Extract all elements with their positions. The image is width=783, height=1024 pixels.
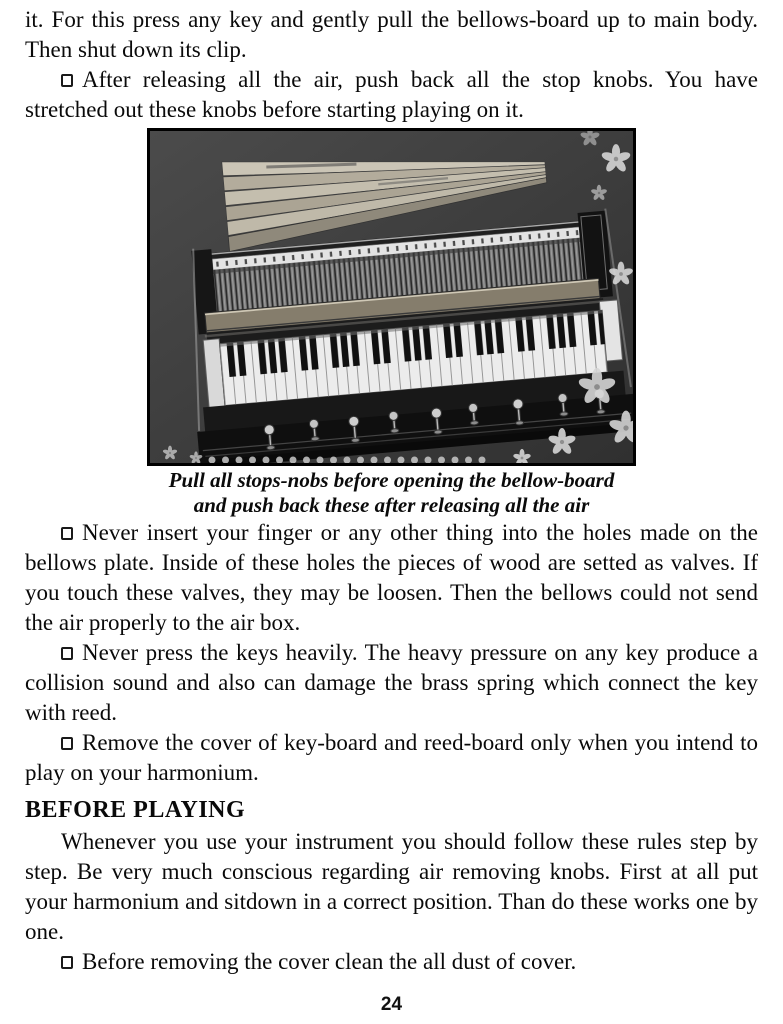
paragraph-bulleted bbox=[25, 518, 758, 638]
caption-line-1: Pull all stops-nobs before opening the bellow-board bbox=[168, 468, 615, 492]
square-bullet-icon bbox=[61, 527, 73, 540]
page-number: 24 bbox=[380, 994, 403, 1015]
paragraph-bulleted bbox=[25, 638, 758, 728]
paragraph-bulleted bbox=[25, 728, 758, 788]
harmonium-figure bbox=[147, 128, 636, 518]
square-bullet-icon bbox=[61, 647, 73, 660]
paragraph-text: Remove the cover of key-board and reed-board only when you intend to play on your harmonium. bbox=[25, 730, 758, 785]
paragraph-text: After releasing all the air, push back all the stop knobs. You have stretched out these knobs before starting playing on it. bbox=[25, 67, 758, 122]
paragraph-continuation: it. For this press any key and gently pull the bellows-board up to main body. Then shut down its clip. bbox=[25, 7, 758, 62]
paragraph-bulleted bbox=[25, 947, 758, 977]
square-bullet-icon bbox=[61, 956, 73, 969]
harmonium-photo bbox=[147, 128, 636, 466]
section-heading-before-playing: BEFORE PLAYING bbox=[25, 797, 246, 823]
figure-caption bbox=[147, 468, 636, 518]
square-bullet-icon bbox=[61, 74, 73, 87]
paragraph: Whenever you use your instrument you should follow these rules step by step. Be very much conscious regarding air removing knobs. First at all put your harmonium and sitdown in a correct position. Than do these works one by one. bbox=[25, 829, 758, 944]
paragraph-text: Never press the keys heavily. The heavy pressure on any key produce a collision sound and also can damage the brass spring which connect the key with reed. bbox=[25, 640, 758, 725]
paragraph-bulleted bbox=[25, 65, 758, 125]
paragraph-text: Before removing the cover clean the all dust of cover. bbox=[82, 949, 577, 974]
square-bullet-icon bbox=[61, 737, 73, 750]
caption-line-2: and push back these after releasing all the air bbox=[193, 493, 590, 517]
paragraph-text: Never insert your finger or any other thing into the holes made on the bellows plate. Inside of these holes the pieces of wood are setted as valves. If you touch these valves, they may be loosen. Then the bellows could not send the air properly to the air box. bbox=[25, 520, 758, 635]
